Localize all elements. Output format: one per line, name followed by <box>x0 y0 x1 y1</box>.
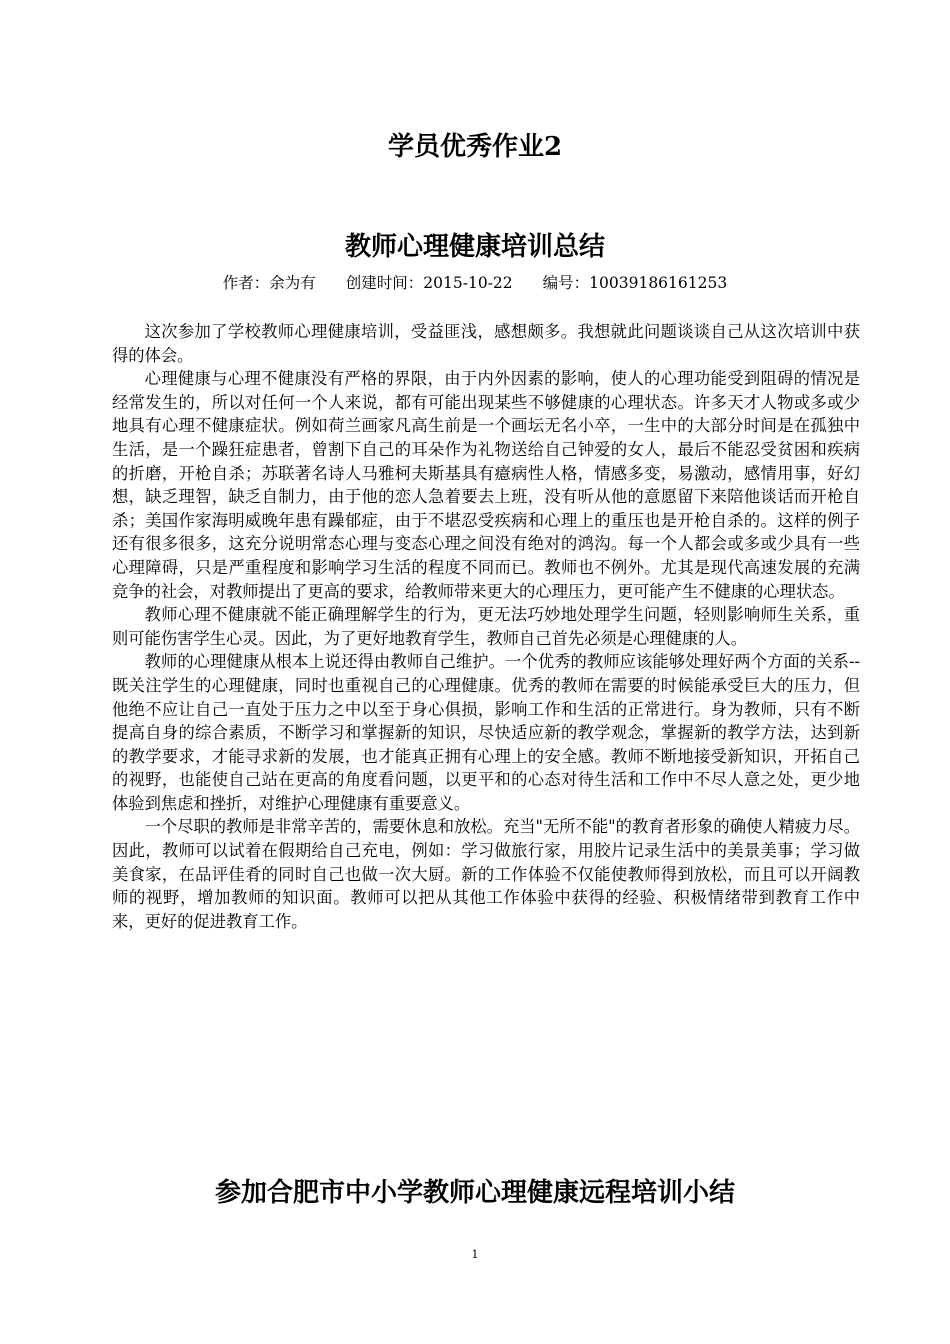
next-article-title: 参加合肥市中小学教师心理健康远程培训小结 <box>214 1178 735 1208</box>
paragraph: 心理健康与心理不健康没有严格的界限，由于内外因素的影响，使人的心理功能受到阻碍的情况是经常发生的，所以对任何一个人来说，都有可能出现某些不够健康的心理状态。许多天才人物或多或少地具有心理不健康症状。例如荷兰画家凡高生前是一个画坛无名小卒，一生中的大部分时间是在孤独中生活，是一个躁狂症患者，曾割下自己的耳朵作为礼物送给自己钟爱的女人，最后不能忍受贫困和疾病的折磨，开枪自杀；苏联著名诗人马雅柯夫斯基具有癔病性人格，情感多变，易激动，感情用事，好幻想，缺乏理智，缺乏自制力，由于他的恋人急着要去上班，没有听从他的意愿留下来陪他谈话而开枪自杀；美国作家海明威晚年患有躁郁症，由于不堪忍受疾病和心理上的重压也是开枪自杀的。这样的例子还有很多很多，这充分说明常态心理与变态心理之间没有绝对的鸿沟。每一个人都会或多或少具有一些心理障碍，只是严重程度和影响学习生活的程度不同而已。教师也不例外。尤其是现代高速发展的充满竞争的社会，对教师提出了更高的要求，给教师带来更大的心理压力，更可能产生不健康的心理状态。 <box>112 369 860 601</box>
document-number: 编号：10039186161253 <box>542 274 728 292</box>
paragraph: 教师的心理健康从根本上说还得由教师自己维护。一个优秀的教师应该能够处理好两个方面的关系--既关注学生的心理健康，同时也重视自己的心理健康。优秀的教师在需要的时候能承受巨大的压力，但他绝不应让自己一直处于压力之中以至于身心俱损，影响工作和生活的正常进行。身为教师，只有不断提高自身的综合素质，不断学习和掌握新的知识，尽快适应新的教学观念，掌握新的教学方法，达到新的教学要求，才能寻求新的发展，也才能真正拥有心理上的安全感。教师不断地接受新知识，开拓自己的视野，也能使自己站在更高的角度看问题，以更平和的心态对待生活和工作中不尽人意之处，更少地体验到焦虑和挫折，对维护心理健康有重要意义。 <box>112 652 860 813</box>
article-title: 教师心理健康培训总结 <box>344 232 605 262</box>
main-title: 学员优秀作业2 <box>387 132 563 162</box>
page-number: 1 <box>471 1248 479 1261</box>
paragraph: 教师心理不健康就不能正确理解学生的行为，更无法巧妙地处理学生问题，轻则影响师生关系，重则可能伤害学生心灵。因此，为了更好地教育学生，教师自己首先必须是心理健康的人。 <box>112 605 860 648</box>
paragraph: 一个尽职的教师是非常辛苦的，需要休息和放松。充当"无所不能"的教育者形象的确使人精疲力尽。因此，教师可以试着在假期给自己充电，例如：学习做旅行家，用胶片记录生活中的美景美事；学习做美食家，在品评佳肴的同时自己也做一次大厨。新的工作体验不仅能使教师得到放松，而且可以开阔教师的视野，增加教师的知识面。教师可以把从其他工作体验中获得的经验、积极情绪带到教育工作中来，更好的促进教育工作。 <box>112 817 860 931</box>
paragraph: 这次参加了学校教师心理健康培训，受益匪浅，感想颇多。我想就此问题谈谈自己从这次培训中获得的体会。 <box>112 322 860 365</box>
article-meta <box>0 272 950 294</box>
created-date: 创建时间：2015-10-22 <box>345 274 513 292</box>
author-info: 作者：余为有 <box>222 274 316 292</box>
article-body <box>112 320 860 933</box>
